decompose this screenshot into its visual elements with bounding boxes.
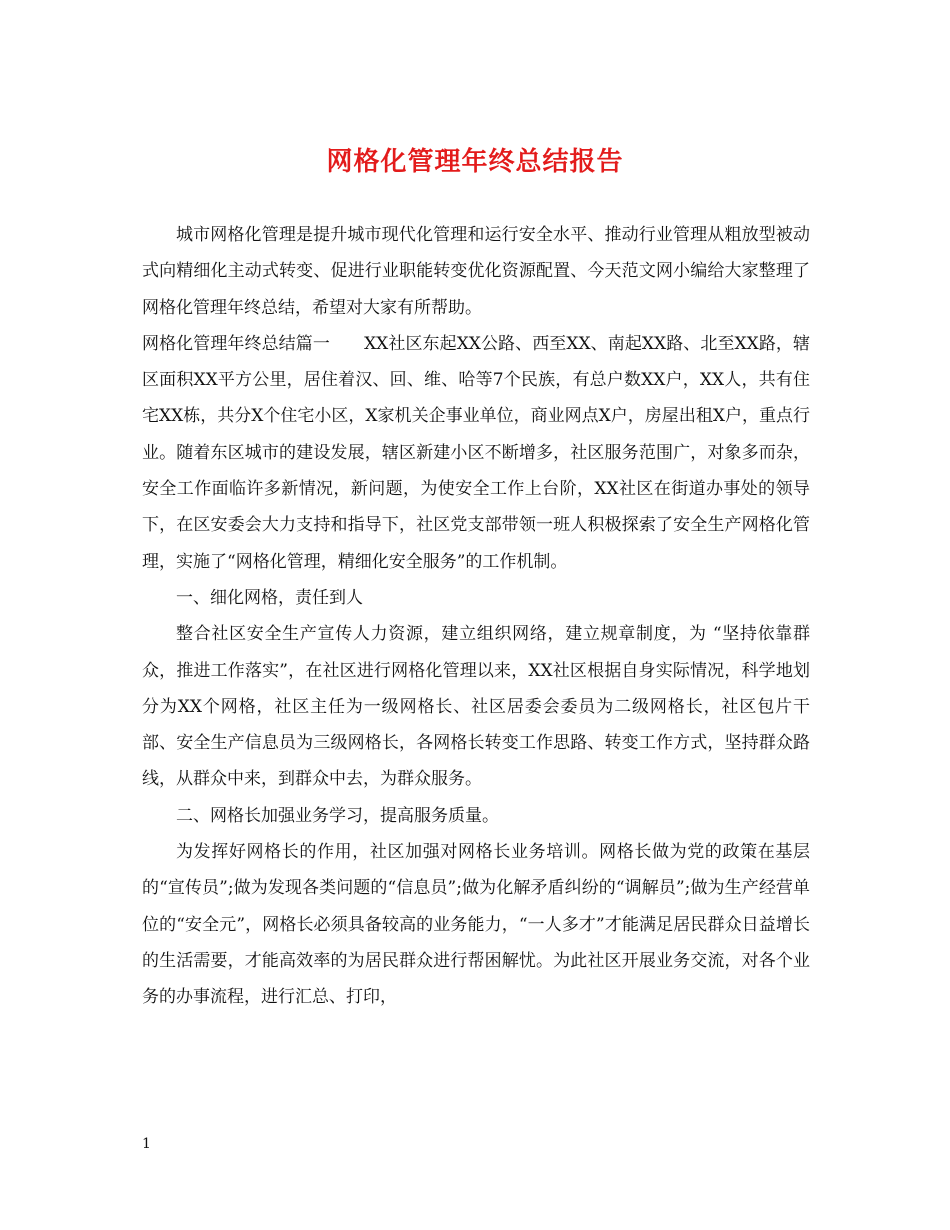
page-number: 1 <box>142 1136 151 1152</box>
paragraph-grid-leader-study: 为发挥好网格长的作用，社区加强对网格长业务培训。网格长做为党的政策在基层的“宣传员”;做为发现各类问题的“信息员”;做为化解矛盾纠纷的“调解员”;做为生产经营单位的“安全元”，网格长必须具备较高的业务能力，“一人多才”才能满足居民群众日益增长的生活需要，才能高效率的为居民群众进行帮困解忧。为此社区开展业务交流，对各个业务的办事流程，进行汇总、打印， <box>142 842 810 1008</box>
paragraph-section-one-overview: 网格化管理年终总结篇一 XX社区东起XX公路、西至XX、南起XX路、北至XX路，辖区面积XX平方公里，居住着汉、回、维、哈等7个民族，有总户数XX户，XX人，共有住宅XX栋，共分X个住宅小区，X家机关企事业单位，商业网点X户，房屋出租X户，重点行业。随着东区城市的建设发展，辖区新建小区不断增多，社区服务范围广，对象多而杂，安全工作面临许多新情况，新问题，为使安全工作上台阶，XX社区在街道办事处的领导下，在区安委会大力支持和指导下，社区党支部带领一班人积极探索了安全生产网格化管理，实施了“网格化管理，精细化安全服务”的工作机制。 <box>142 333 810 572</box>
heading-grid-leader-study: 二、网格长加强业务学习，提高服务质量。 <box>176 805 499 826</box>
heading-refine-grid: 一、细化网格，责任到人 <box>176 587 363 608</box>
document-title: 网格化管理年终总结报告 <box>326 147 624 177</box>
document-body <box>142 217 810 1016</box>
paragraph-intro: 城市网格化管理是提升城市现代化管理和运行安全水平、推动行业管理从粗放型被动式向精细化主动式转变、促进行业职能转变优化资源配置、今天范文网小编给大家整理了网格化管理年终总结，希望对大家有所帮助。 <box>142 225 810 318</box>
paragraph-refine-grid: 整合社区安全生产宣传人力资源，建立组织网络，建立规章制度，为 “坚持依靠群众，推进工作落实”，在社区进行网格化管理以来，XX社区根据自身实际情况，科学地划分为XX个网格，社区主任为一级网格长、社区居委会委员为二级网格长，社区包片干部、安全生产信息员为三级网格长，各网格长转变工作思路、转变工作方式，坚持群众路线，从群众中来，到群众中去，为群众服务。 <box>142 624 810 790</box>
